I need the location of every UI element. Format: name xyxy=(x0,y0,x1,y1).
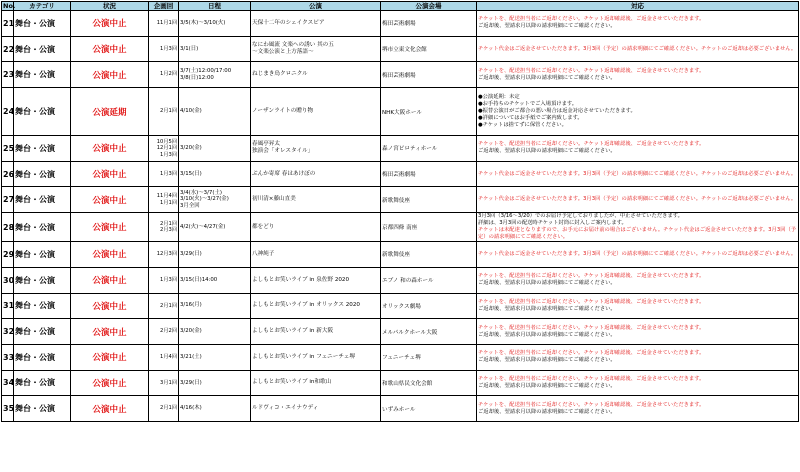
status-badge: 公演中止 xyxy=(71,62,149,88)
date-cell xyxy=(179,187,251,213)
category-cell: 舞台・公演 xyxy=(14,187,71,213)
response-note-line: チケットを、配送担当者にご返却ください。チケット返却確認後、ご返金させていただきます。 xyxy=(478,141,705,148)
title-line: ノーザンライトの贈り物 xyxy=(252,108,314,115)
response-note-line: ご返却後、翌請求月以降の請求明細にてご確認ください。 xyxy=(478,23,616,30)
performance-title-cell xyxy=(251,370,381,396)
title-line: ～文楽公演と上方落語～ xyxy=(252,49,314,56)
title-line: ねじまき鳥クロニクル xyxy=(252,71,308,78)
response-note-cell xyxy=(477,370,799,396)
category-cell: 舞台・公演 xyxy=(14,267,71,293)
date-cell xyxy=(179,344,251,370)
date-cell xyxy=(179,136,251,162)
times-cell xyxy=(149,319,179,345)
performance-title-cell xyxy=(251,319,381,345)
date-line: 3/4(水)～3/7(土) xyxy=(180,189,222,196)
response-note-cell xyxy=(477,213,799,242)
response-note-line: チケットを、配送担当者にご返却ください。チケット返却確認後、ご返金させていただきます。 xyxy=(478,350,705,357)
table-row xyxy=(2,267,799,293)
category-cell: 舞台・公演 xyxy=(14,11,71,37)
response-note-cell xyxy=(477,62,799,88)
row-number: 29 xyxy=(2,242,14,268)
venue-cell: いずみホール xyxy=(381,396,477,422)
response-note-line: ご返却後、翌請求月以降の請求明細にてご確認ください。 xyxy=(478,357,616,364)
date-cell xyxy=(179,161,251,187)
row-number: 34 xyxy=(2,370,14,396)
times-line: 1月2回 xyxy=(160,71,177,78)
response-note-cell xyxy=(477,36,799,62)
row-number: 27 xyxy=(2,187,14,213)
title-line: よしもとお笑いライブ in 泉佐野 2020 xyxy=(252,276,350,283)
title-line: よしもとお笑いライブ in オリックス 2020 xyxy=(252,302,360,309)
header-cell: 状況 xyxy=(71,2,149,11)
title-line: 春風亭昇太 xyxy=(252,141,280,148)
times-cell xyxy=(149,370,179,396)
times-cell xyxy=(149,161,179,187)
title-line: なにわ風流 文楽への誘い 其の五 xyxy=(252,42,334,49)
response-note-line: チケットを、配送担当者にご返却ください。チケット返却確認後、ご返金させていただきます。 xyxy=(478,67,705,74)
status-badge: 公演中止 xyxy=(71,344,149,370)
times-line: 1月1回 xyxy=(160,199,177,206)
response-note-line: チケットを、配送担当者にご返却ください。チケット返却確認後、ご返金させていただきます。 xyxy=(478,273,705,280)
response-note-cell xyxy=(477,161,799,187)
response-note-line: チケットは未配達となりますので、お手元にお届け前の場合はございません。チケット代金はご返金させていただきます。3月3回（予定）の請求明細にてご確認ください。 xyxy=(478,227,797,241)
response-note-cell xyxy=(477,88,799,136)
date-line: 3/29(日) xyxy=(180,379,202,386)
venue-cell: 和歌山県民文化会館 xyxy=(381,370,477,396)
times-cell xyxy=(149,242,179,268)
title-line: よしもとお笑いライブ in 新大阪 xyxy=(252,328,334,335)
times-line: 11月1回 xyxy=(156,20,177,27)
table-row xyxy=(2,187,799,213)
times-cell xyxy=(149,344,179,370)
times-line: 1月3回 xyxy=(160,151,177,158)
venue-cell: 堺市立東文化会館 xyxy=(381,36,477,62)
date-line: 3/15(日) xyxy=(180,170,202,177)
response-note-line: 詳細は、3月3回の配送時チケット封筒に封入しご案内します。 xyxy=(478,220,627,227)
response-note-line: チケットを、配送担当者にご返却ください。チケット返却確認後、ご返金させていただきます。 xyxy=(478,16,705,23)
date-cell xyxy=(179,267,251,293)
performance-title-cell xyxy=(251,213,381,242)
row-number: 28 xyxy=(2,213,14,242)
response-note-cell xyxy=(477,396,799,422)
times-line: 12月1回 xyxy=(156,145,177,152)
category-cell: 舞台・公演 xyxy=(14,396,71,422)
header-cell: 企画回 xyxy=(149,2,179,11)
response-note-line: ご返却後、翌請求月以降の請求明細にてご確認ください。 xyxy=(478,305,616,312)
response-note-line: ご返却後、翌請求月以降の請求明細にてご確認ください。 xyxy=(478,382,616,389)
row-number: 21 xyxy=(2,11,14,37)
row-number: 32 xyxy=(2,319,14,345)
performance-title-cell xyxy=(251,88,381,136)
performance-title-cell xyxy=(251,267,381,293)
performance-title-cell xyxy=(251,36,381,62)
venue-cell: 梅田芸術劇場 xyxy=(381,11,477,37)
response-note-line: ●振替公演日がご都合の悪い場合は返金対応させていただきます。 xyxy=(478,108,636,115)
response-note-line: チケットを、配送担当者にご返却ください。チケット返却確認後、ご返金させていただきます。 xyxy=(478,298,705,305)
response-note-line: ●詳細についてはお手紙でご案内致します。 xyxy=(478,115,583,122)
venue-cell: 京都四條 南座 xyxy=(381,213,477,242)
header-row xyxy=(2,2,799,11)
response-note-line: ●チケットは捨てずに保管ください。 xyxy=(478,122,567,129)
date-cell xyxy=(179,88,251,136)
title-line: 初川清×藤山直美 xyxy=(252,196,296,203)
response-note-line: チケット代金はご返金させていただきます。3月3回（予定）の請求明細にてご確認ください。チケットのご返却は必要ございません。 xyxy=(478,250,797,257)
date-cell xyxy=(179,293,251,319)
response-note-cell xyxy=(477,187,799,213)
times-line: 10月5回 xyxy=(156,138,177,145)
header-cell: カテゴリ xyxy=(14,2,71,11)
category-cell: 舞台・公演 xyxy=(14,36,71,62)
response-note-line: ご返却後、翌請求月以降の請求明細にてご確認ください。 xyxy=(478,408,616,415)
table-body xyxy=(2,11,799,422)
times-line: 1月4回 xyxy=(160,353,177,360)
performance-title-cell xyxy=(251,62,381,88)
times-cell xyxy=(149,396,179,422)
venue-cell: 新歌舞伎座 xyxy=(381,242,477,268)
times-line: 12月3回 xyxy=(156,251,177,258)
times-cell xyxy=(149,293,179,319)
date-line: 3/15(日)14:00 xyxy=(180,276,218,283)
status-badge: 公演中止 xyxy=(71,11,149,37)
response-note-line: チケット代金はご返金させていただきます。3月3回（予定）の請求明細にてご確認ください。チケットのご返却は必要ございません。 xyxy=(478,45,797,52)
times-line: 2月2回 xyxy=(160,328,177,335)
table-row xyxy=(2,11,799,37)
response-note-line: チケット代金はご返金させていただきます。3月3回（予定）の請求明細にてご確認ください。チケットのご返却は必要ございません。 xyxy=(478,196,797,203)
date-cell xyxy=(179,370,251,396)
row-number: 25 xyxy=(2,136,14,162)
performance-title-cell xyxy=(251,136,381,162)
venue-cell: フェニーチェ堺 xyxy=(381,344,477,370)
response-note-cell xyxy=(477,267,799,293)
date-line: 3/8(日)12:00 xyxy=(180,74,214,81)
times-line: 3月1回 xyxy=(160,379,177,386)
response-note-line: ●お手持ちのチケットでご入場頂けます。 xyxy=(478,101,578,108)
status-badge: 公演延期 xyxy=(71,88,149,136)
venue-cell: 新歌舞伎座 xyxy=(381,187,477,213)
row-number: 23 xyxy=(2,62,14,88)
times-line: 2月1回 xyxy=(160,302,177,309)
performance-title-cell xyxy=(251,11,381,37)
header-cell: 対応 xyxy=(477,2,799,11)
date-line: 4/16(木) xyxy=(180,405,202,412)
row-number: 22 xyxy=(2,36,14,62)
table-row xyxy=(2,396,799,422)
date-line: 3/7(土)12:00/17:00 xyxy=(180,67,232,74)
category-cell: 舞台・公演 xyxy=(14,88,71,136)
date-cell xyxy=(179,213,251,242)
title-line: よしもとお笑いライブ in フェニーチェ堺 xyxy=(252,353,355,360)
date-line: 3/21(土) xyxy=(180,353,202,360)
date-cell xyxy=(179,62,251,88)
row-number: 35 xyxy=(2,396,14,422)
times-line: 2月3回 xyxy=(160,227,177,234)
response-note-line: ご返却後、翌請求月以降の請求明細にてご確認ください。 xyxy=(478,280,616,287)
date-cell xyxy=(179,242,251,268)
header-cell: 日程 xyxy=(179,2,251,11)
status-badge: 公演中止 xyxy=(71,396,149,422)
date-line: 3/10(火)～3/27(金) xyxy=(180,196,229,203)
performance-title-cell xyxy=(251,293,381,319)
response-note-cell xyxy=(477,136,799,162)
table-row xyxy=(2,319,799,345)
times-cell xyxy=(149,187,179,213)
row-number: 33 xyxy=(2,344,14,370)
response-note-cell xyxy=(477,319,799,345)
times-line: 2月1回 xyxy=(160,405,177,412)
table-row xyxy=(2,136,799,162)
status-badge: 公演中止 xyxy=(71,136,149,162)
status-badge: 公演中止 xyxy=(71,293,149,319)
status-badge: 公演中止 xyxy=(71,187,149,213)
category-cell: 舞台・公演 xyxy=(14,62,71,88)
row-number: 31 xyxy=(2,293,14,319)
times-line: 1月3回 xyxy=(160,170,177,177)
table-row xyxy=(2,62,799,88)
response-note-line: チケットを、配送担当者にご返却ください。チケット返却確認後、ご返金させていただきます。 xyxy=(478,401,705,408)
times-cell xyxy=(149,213,179,242)
row-number: 26 xyxy=(2,161,14,187)
header-cell: 公演 xyxy=(251,2,381,11)
times-cell xyxy=(149,36,179,62)
title-line: ルドヴィコ・エイナウディ xyxy=(252,405,319,412)
times-line: 2月1回 xyxy=(160,108,177,115)
table-row xyxy=(2,161,799,187)
date-line: 3月全回 xyxy=(180,203,200,210)
table-row xyxy=(2,370,799,396)
header-cell: 公演会場 xyxy=(381,2,477,11)
category-cell: 舞台・公演 xyxy=(14,213,71,242)
header-cell: No. xyxy=(3,2,16,10)
table-row xyxy=(2,242,799,268)
date-line: 3/5(木)～3/10(火) xyxy=(180,19,226,26)
response-note-line: チケットを、配送担当者にご返却ください。チケット返却確認後、ご返金させていただきます。 xyxy=(478,324,705,331)
table-row xyxy=(2,213,799,242)
venue-cell: オリックス劇場 xyxy=(381,293,477,319)
venue-cell: 森ノ宮ピロティホール xyxy=(381,136,477,162)
date-line: 4/2(火)～4/27(金) xyxy=(180,223,226,230)
date-cell xyxy=(179,36,251,62)
times-cell xyxy=(149,267,179,293)
response-note-cell xyxy=(477,293,799,319)
venue-cell: NHK大阪ホール xyxy=(381,88,477,136)
status-badge: 公演中止 xyxy=(71,161,149,187)
response-note-line: ●公演延期：未定 xyxy=(478,94,520,101)
response-note-line: ご返却後、翌請求月以降の請求明細にてご確認ください。 xyxy=(478,331,616,338)
status-badge: 公演中止 xyxy=(71,267,149,293)
venue-cell: エブノ 和の森ホール xyxy=(381,267,477,293)
table-row xyxy=(2,88,799,136)
title-line: 天保十二年のシェイクスピア xyxy=(252,19,325,26)
times-line: 1月3回 xyxy=(160,276,177,283)
row-number: 24 xyxy=(2,88,14,136)
performance-title-cell xyxy=(251,161,381,187)
category-cell: 舞台・公演 xyxy=(14,344,71,370)
performance-title-cell xyxy=(251,396,381,422)
times-cell xyxy=(149,11,179,37)
table-row xyxy=(2,344,799,370)
response-note-line: チケットを、配送担当者にご返却ください。チケット返却確認後、ご返金させていただきます。 xyxy=(478,375,705,382)
status-badge: 公演中止 xyxy=(71,370,149,396)
title-line: 都をどり xyxy=(252,223,275,230)
times-line: 2月1回 xyxy=(160,220,177,227)
response-note-cell xyxy=(477,344,799,370)
table-row xyxy=(2,293,799,319)
response-note-cell xyxy=(477,242,799,268)
response-note-line: ご返却後、翌請求月以降の請求明細にてご確認ください。 xyxy=(478,74,616,81)
date-cell xyxy=(179,396,251,422)
category-cell: 舞台・公演 xyxy=(14,293,71,319)
times-cell xyxy=(149,88,179,136)
times-cell xyxy=(149,136,179,162)
title-line: ぶんか寄席 春はあけぼの xyxy=(252,170,316,177)
performance-title-cell xyxy=(251,187,381,213)
performance-title-cell xyxy=(251,344,381,370)
date-cell xyxy=(179,319,251,345)
date-line: 4/10(金) xyxy=(180,108,202,115)
venue-cell: 梅田芸術劇場 xyxy=(381,62,477,88)
table-row xyxy=(2,36,799,62)
response-note-line: 3月3回（3/16～3/20）でのお届け予定しておりましたが、中止させていただきます。 xyxy=(478,213,683,220)
status-badge: 公演中止 xyxy=(71,213,149,242)
venue-cell: 梅田芸術劇場 xyxy=(381,161,477,187)
category-cell: 舞台・公演 xyxy=(14,136,71,162)
category-cell: 舞台・公演 xyxy=(14,319,71,345)
date-line: 3/16(月) xyxy=(180,302,202,309)
date-cell xyxy=(179,11,251,37)
venue-cell: メルパルクホール大阪 xyxy=(381,319,477,345)
date-line: 3/1(日) xyxy=(180,45,199,52)
date-line: 3/20(金) xyxy=(180,328,202,335)
row-number: 30 xyxy=(2,267,14,293)
category-cell: 舞台・公演 xyxy=(14,242,71,268)
category-cell: 舞台・公演 xyxy=(14,370,71,396)
response-note-line: チケット代金はご返金させていただきます。3月3回（予定）の請求明細にてご確認ください。チケットのご返却は必要ございません。 xyxy=(478,170,797,177)
response-note-cell xyxy=(477,11,799,37)
performance-status-table xyxy=(1,1,799,422)
response-note-line: ご返却後、翌請求月以降の請求明細にてご確認ください。 xyxy=(478,148,616,155)
title-line: 独演会「オレスタイル」 xyxy=(252,148,314,155)
status-badge: 公演中止 xyxy=(71,319,149,345)
times-line: 1月3回 xyxy=(160,45,177,52)
status-badge: 公演中止 xyxy=(71,242,149,268)
date-line: 3/20(金) xyxy=(180,145,202,151)
date-line: 3/29(日) xyxy=(180,251,202,258)
status-badge: 公演中止 xyxy=(71,36,149,62)
performance-title-cell xyxy=(251,242,381,268)
title-line: 八神純子 xyxy=(252,250,275,257)
times-line: 11月4回 xyxy=(156,193,177,200)
category-cell: 舞台・公演 xyxy=(14,161,71,187)
title-line: よしもとお笑いライブ in和歌山 xyxy=(252,379,332,386)
times-cell xyxy=(149,62,179,88)
